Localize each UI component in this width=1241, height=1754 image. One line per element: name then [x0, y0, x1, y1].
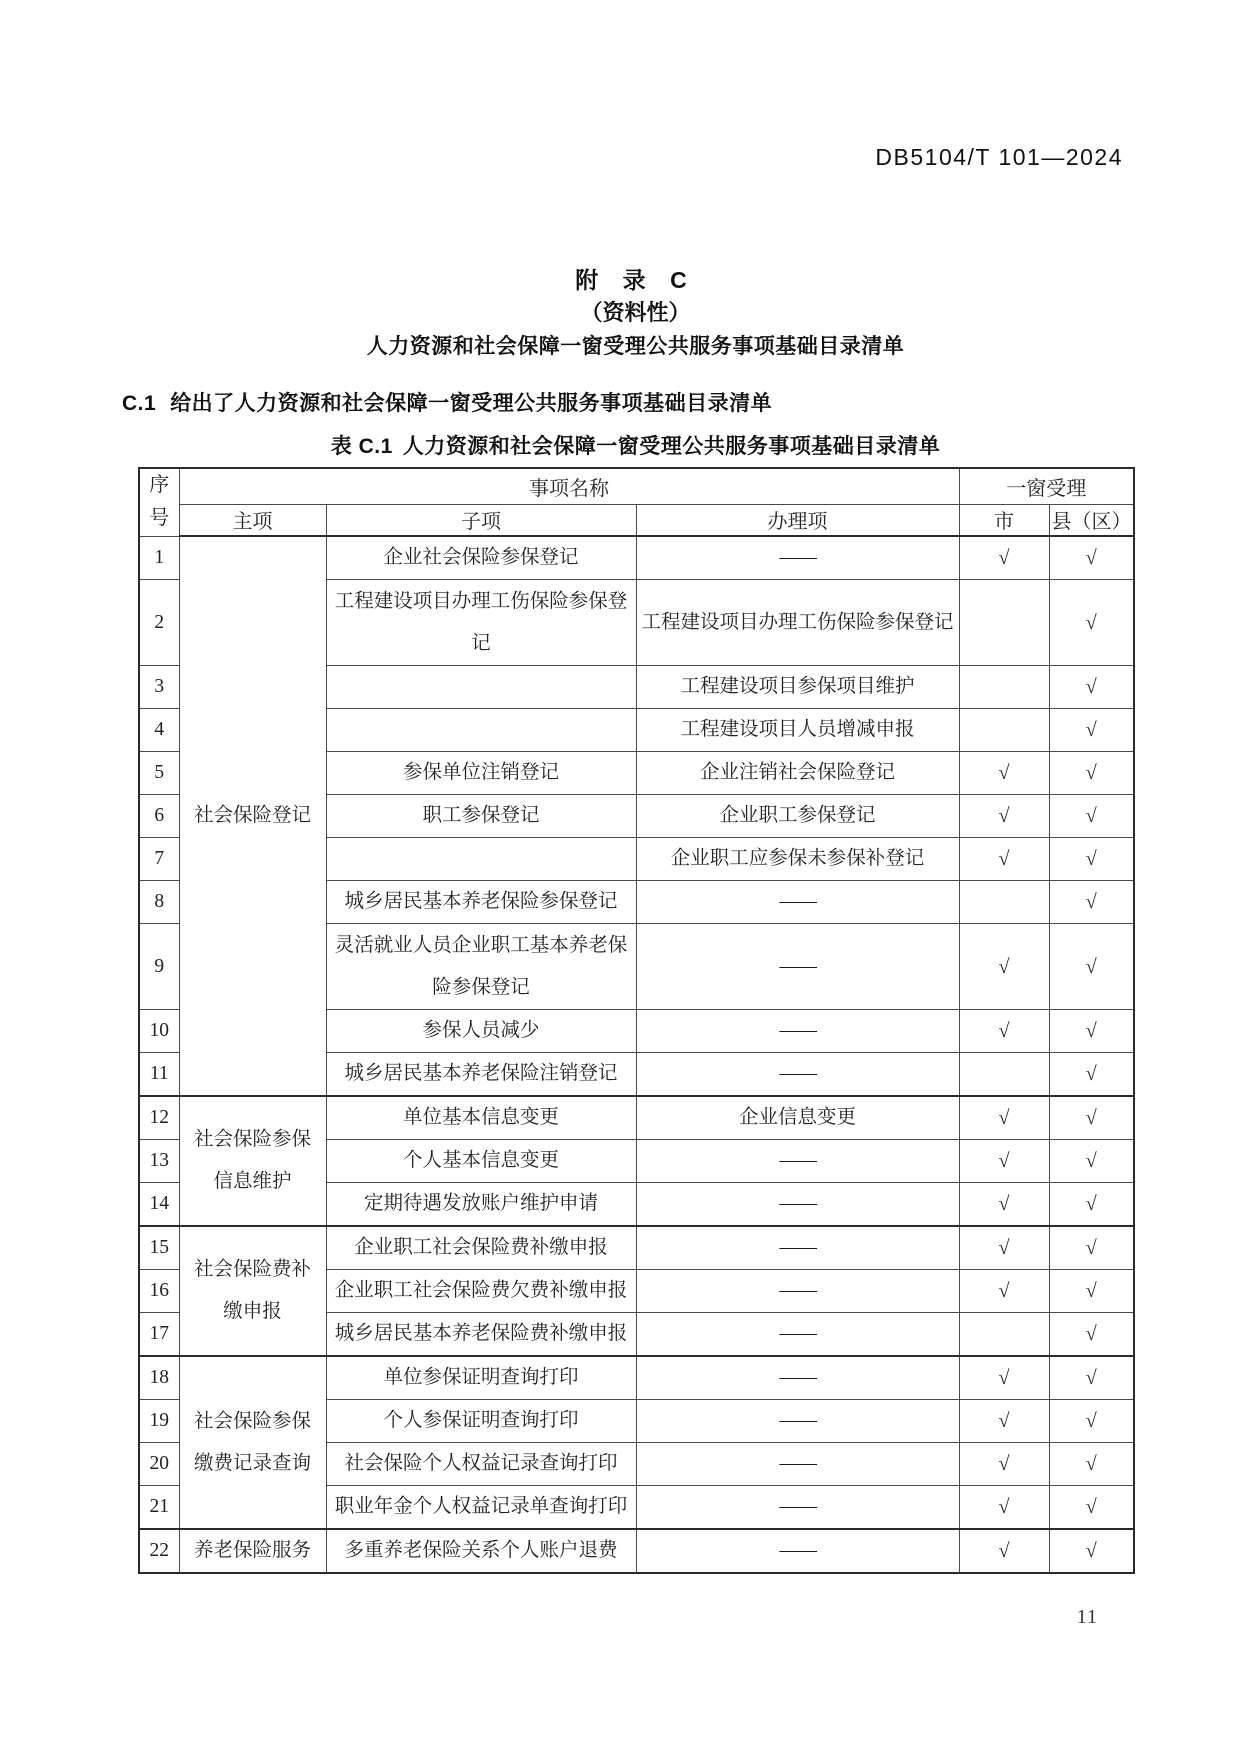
handle-item-cell: —— [636, 1486, 959, 1530]
handle-item-cell: —— [636, 881, 959, 924]
handle-item-cell: —— [636, 536, 959, 580]
table-header-row-1 [139, 468, 1134, 504]
city-check-cell: √ [959, 752, 1049, 795]
appendix-name: 人力资源和社会保障一窗受理公共服务事项基础目录清单 [366, 335, 905, 358]
handle-item-cell: 工程建设项目参保项目维护 [636, 666, 959, 709]
header-one-window: 一窗受理 [959, 468, 1134, 504]
city-check-cell: √ [959, 1096, 1049, 1140]
sub-item-cell: 企业社会保险参保登记 [326, 536, 636, 580]
clause-c1 [122, 387, 772, 417]
county-check-cell: √ [1049, 1270, 1134, 1313]
row-number-cell: 17 [139, 1313, 179, 1357]
header-county: 县（区） [1049, 504, 1134, 536]
sub-item-cell [326, 709, 636, 752]
handle-item-cell: —— [636, 1313, 959, 1357]
catalog-table [138, 467, 1135, 1574]
sub-item-cell: 单位参保证明查询打印 [326, 1356, 636, 1400]
county-check-cell: √ [1049, 795, 1134, 838]
county-check-cell: √ [1049, 580, 1134, 666]
handle-item-cell: —— [636, 1010, 959, 1053]
row-number-cell: 13 [139, 1140, 179, 1183]
city-check-cell: √ [959, 1443, 1049, 1486]
row-number-cell: 2 [139, 580, 179, 666]
sub-item-cell: 企业职工社会保险费补缴申报 [326, 1226, 636, 1270]
handle-item-cell: 工程建设项目人员增减申报 [636, 709, 959, 752]
city-check-cell: √ [959, 1486, 1049, 1530]
county-check-cell: √ [1049, 536, 1134, 580]
city-check-cell: √ [959, 1356, 1049, 1400]
sub-item-cell: 职业年金个人权益记录单查询打印 [326, 1486, 636, 1530]
city-check-cell: √ [959, 1010, 1049, 1053]
table-header-row-2 [139, 504, 1134, 536]
row-number-cell: 8 [139, 881, 179, 924]
sub-item-cell [326, 666, 636, 709]
table-row [139, 1356, 1134, 1400]
table-body [139, 536, 1134, 1573]
handle-item-cell: —— [636, 1226, 959, 1270]
county-check-cell: √ [1049, 1096, 1134, 1140]
main-item-cell: 养老保险服务 [179, 1529, 326, 1573]
table-caption [138, 430, 1133, 460]
handle-item-cell: —— [636, 1140, 959, 1183]
city-check-cell: √ [959, 838, 1049, 881]
table-row [139, 1529, 1134, 1573]
handle-item-cell: —— [636, 1270, 959, 1313]
sub-item-cell: 城乡居民基本养老保险参保登记 [326, 881, 636, 924]
handle-item-cell: —— [636, 1356, 959, 1400]
county-check-cell: √ [1049, 752, 1134, 795]
city-check-cell: √ [959, 795, 1049, 838]
county-check-cell: √ [1049, 838, 1134, 881]
handle-item-cell: 企业职工参保登记 [636, 795, 959, 838]
header-sub-item: 子项 [326, 504, 636, 536]
city-check-cell [959, 666, 1049, 709]
county-check-cell: √ [1049, 1183, 1134, 1227]
city-check-cell [959, 1313, 1049, 1357]
county-check-cell: √ [1049, 1529, 1134, 1573]
county-check-cell: √ [1049, 709, 1134, 752]
sub-item-cell: 灵活就业人员企业职工基本养老保险参保登记 [326, 924, 636, 1010]
handle-item-cell: —— [636, 1053, 959, 1097]
handle-item-cell: —— [636, 1529, 959, 1573]
handle-item-cell: —— [636, 1400, 959, 1443]
county-check-cell: √ [1049, 1226, 1134, 1270]
header-main-item: 主项 [179, 504, 326, 536]
appendix-subtitle: （资料性） [580, 300, 691, 325]
city-check-cell [959, 881, 1049, 924]
sub-item-cell: 城乡居民基本养老保险费补缴申报 [326, 1313, 636, 1357]
handle-item-cell: —— [636, 1443, 959, 1486]
clause-text: 给出了人力资源和社会保障一窗受理公共服务事项基础目录清单 [170, 392, 773, 415]
county-check-cell: √ [1049, 1140, 1134, 1183]
table-row [139, 1096, 1134, 1140]
main-item-cell: 社会保险登记 [179, 536, 326, 1096]
county-check-cell: √ [1049, 1313, 1134, 1357]
city-check-cell [959, 1053, 1049, 1097]
table-row [139, 536, 1134, 580]
city-check-cell: √ [959, 1400, 1049, 1443]
sub-item-cell: 个人基本信息变更 [326, 1140, 636, 1183]
row-number-cell: 19 [139, 1400, 179, 1443]
city-check-cell: √ [959, 1140, 1049, 1183]
handle-item-cell: —— [636, 924, 959, 1010]
city-check-cell: √ [959, 1226, 1049, 1270]
header-handle-item: 办理项 [636, 504, 959, 536]
row-number-cell: 12 [139, 1096, 179, 1140]
header-item-name: 事项名称 [179, 468, 959, 504]
county-check-cell: √ [1049, 1443, 1134, 1486]
sub-item-cell: 定期待遇发放账户维护申请 [326, 1183, 636, 1227]
standard-code: DB5104/T 101—2024 [875, 144, 1123, 170]
county-check-cell: √ [1049, 1010, 1134, 1053]
sub-item-cell: 参保人员减少 [326, 1010, 636, 1053]
county-check-cell: √ [1049, 1400, 1134, 1443]
county-check-cell: √ [1049, 1486, 1134, 1530]
clause-number: C.1 [122, 392, 157, 415]
table-row [139, 1226, 1134, 1270]
page-number: 11 [1076, 1606, 1098, 1628]
sub-item-cell: 城乡居民基本养老保险注销登记 [326, 1053, 636, 1097]
row-number-cell: 16 [139, 1270, 179, 1313]
sub-item-cell: 职工参保登记 [326, 795, 636, 838]
row-number-cell: 15 [139, 1226, 179, 1270]
appendix-title: 附 录 C [575, 267, 696, 293]
row-number-cell: 20 [139, 1443, 179, 1486]
sub-item-cell: 企业职工社会保险费欠费补缴申报 [326, 1270, 636, 1313]
handle-item-cell: 企业注销社会保险登记 [636, 752, 959, 795]
county-check-cell: √ [1049, 1356, 1134, 1400]
handle-item-cell: —— [636, 1183, 959, 1227]
row-number-cell: 4 [139, 709, 179, 752]
city-check-cell: √ [959, 1183, 1049, 1227]
row-number-cell: 3 [139, 666, 179, 709]
handle-item-cell: 企业职工应参保未参保补登记 [636, 838, 959, 881]
sub-item-cell: 多重养老保险关系个人账户退费 [326, 1529, 636, 1573]
row-number-cell: 14 [139, 1183, 179, 1227]
table-caption-label: 表 C.1 [330, 435, 393, 458]
row-number-cell: 22 [139, 1529, 179, 1573]
county-check-cell: √ [1049, 924, 1134, 1010]
row-number-cell: 21 [139, 1486, 179, 1530]
row-number-cell: 18 [139, 1356, 179, 1400]
sub-item-cell: 参保单位注销登记 [326, 752, 636, 795]
row-number-cell: 7 [139, 838, 179, 881]
row-number-cell: 5 [139, 752, 179, 795]
sub-item-cell: 单位基本信息变更 [326, 1096, 636, 1140]
city-check-cell [959, 709, 1049, 752]
county-check-cell: √ [1049, 1053, 1134, 1097]
main-item-cell: 社会保险参保信息维护 [179, 1096, 326, 1226]
sub-item-cell [326, 838, 636, 881]
sub-item-cell: 社会保险个人权益记录查询打印 [326, 1443, 636, 1486]
main-item-cell: 社会保险参保缴费记录查询 [179, 1356, 326, 1529]
city-check-cell: √ [959, 924, 1049, 1010]
row-number-cell: 1 [139, 536, 179, 580]
city-check-cell: √ [959, 1529, 1049, 1573]
county-check-cell: √ [1049, 666, 1134, 709]
row-number-cell: 9 [139, 924, 179, 1010]
header-city: 市 [959, 504, 1049, 536]
row-number-cell: 11 [139, 1053, 179, 1097]
sub-item-cell: 个人参保证明查询打印 [326, 1400, 636, 1443]
city-check-cell: √ [959, 536, 1049, 580]
main-item-cell: 社会保险费补缴申报 [179, 1226, 326, 1356]
row-number-cell: 6 [139, 795, 179, 838]
county-check-cell: √ [1049, 881, 1134, 924]
header-seq: 序号 [139, 468, 179, 536]
table-caption-text: 人力资源和社会保障一窗受理公共服务事项基础目录清单 [402, 435, 941, 458]
sub-item-cell: 工程建设项目办理工伤保险参保登记 [326, 580, 636, 666]
row-number-cell: 10 [139, 1010, 179, 1053]
city-check-cell: √ [959, 1270, 1049, 1313]
handle-item-cell: 企业信息变更 [636, 1096, 959, 1140]
handle-item-cell: 工程建设项目办理工伤保险参保登记 [636, 580, 959, 666]
city-check-cell [959, 580, 1049, 666]
